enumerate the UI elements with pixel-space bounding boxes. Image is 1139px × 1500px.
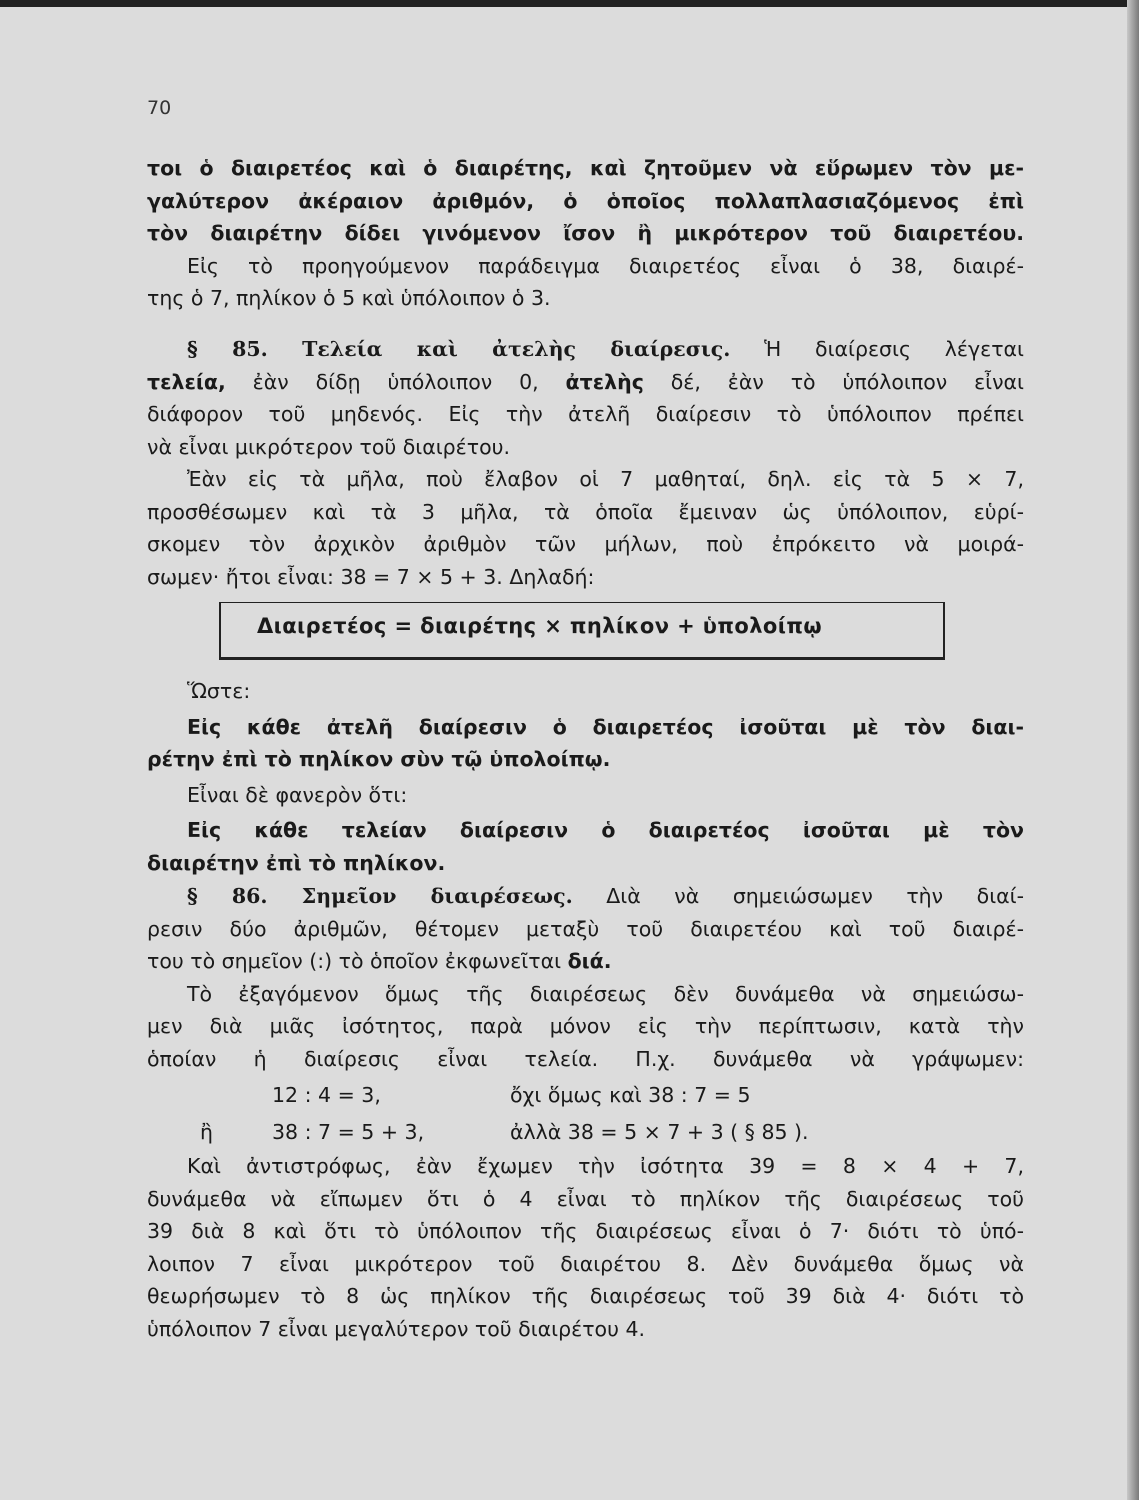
rule-incomplete-line: Εἰς κάθε ἀτελῆ διαίρεσιν ὁ διαιρετέος ἰσοῦται μὲ τὸν διαι- [187,714,1024,739]
text-fragment: του τὸ σημεῖον (:) τὸ ὁποῖον ἐκφωνεῖται [147,949,562,973]
text-fragment: ἐὰν δίδῃ ὑπόλοιπον 0, [252,369,539,394]
text-line: Ἐὰν εἰς τὰ μῆλα, ποὺ ἔλαβον οἱ 7 μαθηταί, δηλ. εἰς τὰ 5 × 7, [187,467,1024,491]
text-line: σκομεν τὸν ἀρχικὸν ἀριθμὸν τῶν μήλων, ποὺ ἐπρόκειτο νὰ μοιρά- [147,532,1024,556]
text-fragment: Ἡ διαίρεσις λέγεται [764,337,1024,361]
boxed-formula-text: Διαιρετέος = διαιρέτης × πηλίκον + ὑπολοίπῳ [257,614,822,638]
text-line: Ὥστε: [187,679,251,703]
text-line: 39 διὰ 8 καὶ ὅτι τὸ ὑπόλοιπον τῆς διαιρέσεως εἶναι ὁ 7· διότι τὸ ὑπό- [147,1219,1024,1243]
text-line: σωμεν· ἤτοι εἶναι: 38 = 7 × 5 + 3. Δηλαδή: [147,564,595,589]
formula-or: ἢ [200,1120,213,1144]
scan-top-border [0,0,1139,7]
text-line: ὁποίαν ἡ διαίρεσις εἶναι τελεία. Π.χ. δυνάμεθα νὰ γράψωμεν: [147,1046,1024,1071]
text-line: γαλύτερον ἀκέραιον ἀριθμόν, ὁ ὁποῖος πολλαπλασιαζόμενος ἐπὶ [147,188,1024,213]
rule-complete-line: διαιρέτην ἐπὶ τὸ πηλίκον. [147,850,446,875]
term-incomplete: ἀτελὴς [565,369,644,394]
formula-38-5-7-3: ἀλλὰ 38 = 5 × 7 + 3 ( § 85 ). [510,1120,809,1144]
rule-incomplete-line: ρέτην ἐπὶ τὸ πηλίκον σὺν τῷ ὑπολοίπῳ. [147,747,611,771]
text-line: Τὸ ἐξαγόμενον ὅμως τῆς διαιρέσεως δὲν δυνάμεθα νὰ σημειώσω- [187,981,1024,1006]
text-line [147,366,1024,399]
formula-38-7-5-3: 38 : 7 = 5 + 3, [272,1120,425,1144]
formula-12-4: 12 : 4 = 3, [272,1083,381,1107]
text-fragment: Διὰ νὰ σημειώσωμεν τὴν διαί- [606,884,1024,908]
text-line: Εἶναι δὲ φανερὸν ὅτι: [187,782,408,807]
text-line: μεν διὰ μιᾶς ἰσότητος, παρὰ μόνον εἰς τὴν περίπτωσιν, κατὰ τὴν [147,1014,1024,1038]
text-line: θεωρήσωμεν τὸ 8 ὡς πηλίκον τῆς διαιρέσεως τοῦ 39 διὰ 4· διότι τὸ [147,1284,1024,1308]
text-line: ὑπόλοιπον 7 εἶναι μεγαλύτερον τοῦ διαιρέτου 4. [147,1316,646,1341]
text-line: τοι ὁ διαιρετέος καὶ ὁ διαιρέτης, καὶ ζητοῦμεν νὰ εὕρωμεν τὸν με- [147,156,1024,180]
term-dia: διά. [567,949,612,973]
text-line: τὸν διαιρέτην δίδει γινόμενον ἴσον ἢ μικρότερον τοῦ διαιρετέου. [147,221,1024,245]
section-86 [147,880,1024,1075]
text-line: νὰ εἶναι μικρότερον τοῦ διαιρέτου. [147,434,511,459]
text-line: Καὶ ἀντιστρόφως, ἐὰν ἔχωμεν τὴν ἰσότητα 39 = 8 × 4 + 7, [187,1154,1024,1178]
section-86-heading-line [147,880,1024,913]
text-line: διάφορον τοῦ μηδενός. Εἰς τὴν ἀτελῆ διαίρεσιν τὸ ὑπόλοιπον πρέπει [147,402,1024,426]
intro-paragraph [147,152,1024,315]
final-paragraph [147,1150,1024,1345]
section-85-heading-line [147,333,1024,366]
text-line: προσθέσωμεν καὶ τὰ 3 μῆλα, τὰ ὁποῖα ἔμειναν ὡς ὑπόλοιπον, εὑρί- [147,499,1024,524]
page-number: 70 [147,97,172,119]
text-line: δυνάμεθα νὰ εἴπωμεν ὅτι ὁ 4 εἶναι τὸ πηλίκον τῆς διαιρέσεως τοῦ [147,1186,1024,1211]
section-86-title: § 86. Σημεῖον διαιρέσεως. [187,884,573,908]
section-85 [147,333,1024,593]
text-line: λοιπον 7 εἶναι μικρότερον τοῦ διαιρέτου 8. Δὲν δυνάμεθα ὅμως νὰ [147,1251,1024,1276]
section-85-title: § 85. Τελεία καὶ ἀτελὴς διαίρεσις. [187,337,731,361]
text-line [147,945,1024,978]
scan-right-edge [1127,0,1139,1500]
rule-complete-line: Εἰς κάθε τελείαν διαίρεσιν ὁ διαιρετέος ἰσοῦται μὲ τὸν [187,818,1024,842]
term-complete: τελεία, [147,369,226,394]
text-line: Εἰς τὸ προηγούμενον παράδειγμα διαιρετέος εἶναι ὁ 38, διαιρέ- [187,253,1024,278]
text-fragment: δέ, ἐὰν τὸ ὑπόλοιπον εἶναι [670,369,1024,394]
text-line: ρεσιν δύο ἀριθμῶν, θέτομεν μεταξὺ τοῦ διαιρετέου καὶ τοῦ διαιρέ- [147,916,1024,941]
text-line: της ὁ 7, πηλίκον ὁ 5 καὶ ὑπόλοιπον ὁ 3. [147,286,551,310]
formula-38-7-not: ὄχι ὅμως καὶ 38 : 7 = 5 [510,1083,751,1107]
rules-block [147,675,1024,879]
boxed-formula [219,602,945,660]
